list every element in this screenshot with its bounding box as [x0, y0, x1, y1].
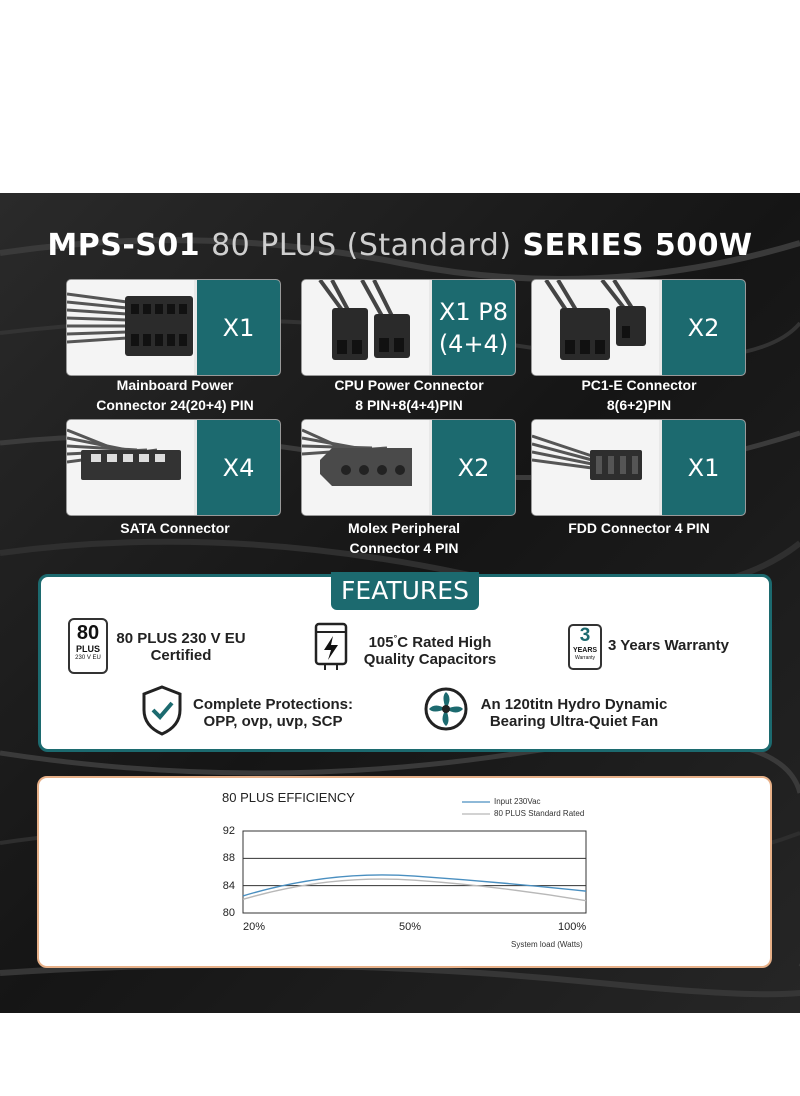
- feature-80plus-text: 80 PLUS 230 V EU Certified: [116, 630, 246, 664]
- feature-warranty-text: 3 Years Warranty: [608, 637, 729, 654]
- feature-protections-text: Complete Protections: OPP, ovp, uvp, SCP: [192, 696, 354, 730]
- y-tick-80: 80: [222, 907, 235, 919]
- warranty-badge-icon: 3 YEARS Warranty: [568, 624, 602, 670]
- fdd-qty: X1: [659, 420, 745, 515]
- feature-capacitor-text: 105°C Rated High Quality Capacitors: [363, 633, 497, 668]
- title-series: 80 PLUS (Standard): [211, 228, 512, 263]
- sata-qty: X4: [194, 420, 280, 515]
- features-heading: FEATURES: [331, 572, 479, 610]
- x-tick-20: 20%: [243, 921, 266, 933]
- x-tick-100: 100%: [558, 921, 587, 933]
- pcie-qty: X2: [659, 280, 745, 375]
- x-tick-50: 50%: [399, 921, 422, 933]
- sata-label: SATA Connector: [120, 520, 230, 536]
- cpu-qty: X1 P8 (4+4): [429, 280, 515, 375]
- pcie-label: PC1-E Connector 8(6+2)PIN: [581, 377, 697, 413]
- cpu-label: CPU Power Connector 8 PIN+8(4+4)PIN: [334, 377, 484, 413]
- title-wattage: SERIES 500W: [522, 228, 753, 263]
- fdd-label: FDD Connector 4 PIN: [568, 520, 710, 536]
- series-line-1: [243, 879, 586, 901]
- plot-frame: [243, 831, 586, 913]
- y-tick-88: 88: [222, 852, 235, 864]
- title-model: MPS-S01: [47, 228, 201, 263]
- molex-qty: X2: [429, 420, 515, 515]
- y-tick-84: 84: [222, 880, 235, 892]
- mainboard-label: Mainboard Power Connector 24(20+4) PIN: [96, 377, 254, 413]
- mainboard-qty: X1: [194, 280, 280, 375]
- x-axis-label: System load (Watts): [511, 940, 583, 949]
- legend-label-input: Input 230Vac: [494, 797, 541, 806]
- chart-title: 80 PLUS EFFICIENCY: [222, 790, 355, 805]
- molex-label: Molex Peripheral Connector 4 PIN: [347, 520, 461, 556]
- y-tick-92: 92: [222, 825, 235, 837]
- 80-plus-badge-icon: 80 PLUS 230 V EU: [68, 618, 108, 674]
- feature-fan-text: An 120titn Hydro Dynamic Bearing Ultra-Quiet Fan: [480, 696, 668, 730]
- legend-label-standard: 80 PLUS Standard Rated: [494, 809, 585, 818]
